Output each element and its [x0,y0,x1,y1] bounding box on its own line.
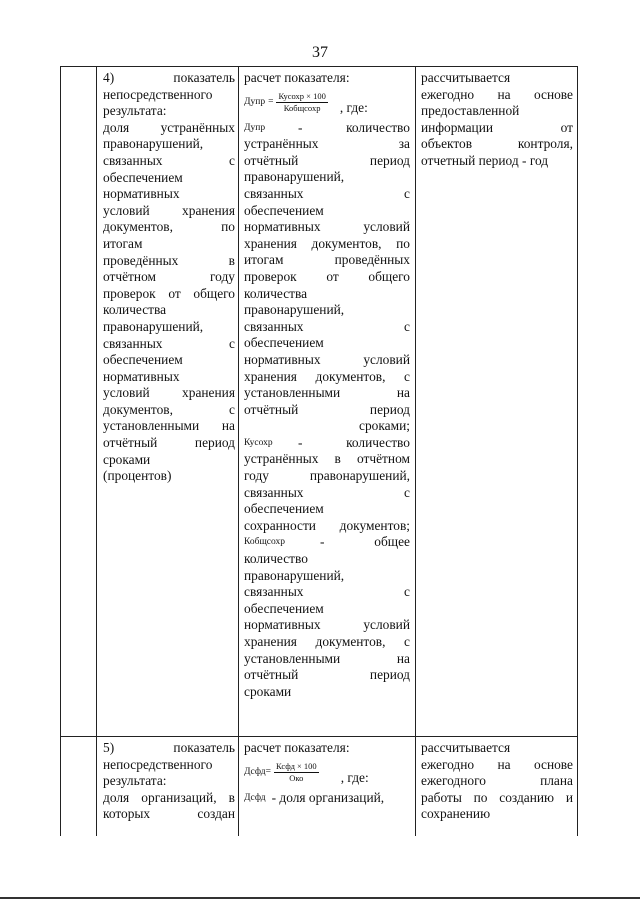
row-divider [60,736,578,737]
equals-sign: = [268,97,274,108]
text-line: результата: [103,773,167,789]
text-line: ежегодного плана [421,773,573,789]
text-line: ежегодно на основе [421,756,573,772]
page-number: 37 [312,44,328,61]
definition-text [320,534,410,551]
text-line: предоставленной [421,103,520,119]
symbol-dupr: Дупр [244,122,266,133]
text-line: связанных с [244,185,410,201]
row5-indicator-cell [103,740,235,823]
text-line: сроками [103,451,151,467]
text-line: обеспечением [244,600,324,616]
text-line: правонарушений, [103,136,204,152]
text-line: документов, по [103,219,235,235]
column-divider-2 [238,66,239,836]
text-line: рассчитывается [421,70,511,85]
definition-kusohr [244,435,410,452]
column-divider-1 [96,66,97,836]
calc-intro: расчет показателя: [244,70,350,85]
calc-intro: расчет показателя: [244,740,350,755]
symbol-dsfd: Дсфд [244,792,266,803]
text-line: нормативных условий [244,617,410,633]
text-line: году правонарушений, [244,468,410,484]
formula-denominator: Кобщсохр [283,103,321,114]
text-line: отчётный период [244,667,410,683]
text-line: связанных с [103,152,235,168]
text-line: 4) показатель [103,70,235,85]
dash-text: - [320,534,325,550]
text-line: связанных с [244,318,410,334]
text-line: сроками [244,683,292,699]
text-line: непосредственного [103,86,213,102]
text-line: обеспечением [244,202,324,218]
table-right-border [577,66,578,836]
text-line: отчётный период [244,152,410,168]
formula-numerator: Ксфд × 100 [275,761,317,772]
row4-indicator-cell [103,70,235,485]
column-divider-3 [415,66,416,836]
text-line: обеспечением [244,501,324,517]
text-line: документов, с [103,401,235,417]
text-line: обеспечением [103,169,183,185]
text-line: проверок от общего [103,285,235,301]
text-line: количества [244,285,308,301]
text-line: сохранению [421,806,491,822]
formula-fraction [276,91,327,114]
page-bottom-rule [0,897,640,899]
text-line: обеспечением [103,352,183,368]
text-line: объектов контроля, [421,136,573,152]
text-line: рассчитывается [421,740,511,755]
formula-suffix: , где: [339,100,368,116]
text-line: нормативных [103,368,180,384]
row5-calculation-cell [244,740,410,806]
text-line: информации от [421,119,573,135]
text-line: устранённых в отчётном [244,451,410,467]
text-line: связанных с [244,584,410,600]
text-line: связанных с [103,335,235,351]
text-line: - доля организаций, [271,789,385,805]
text-line: (процентов) [103,468,172,484]
text-line: работы по созданию и [421,789,573,805]
text-line: нормативных условий [244,351,410,367]
text-line: итогам проведённых [244,252,410,268]
text-line: проверок от общего [244,268,410,284]
formula-numerator: Кусохр × 100 [278,91,326,102]
text-fragment: количество [346,119,410,135]
indicator-table [60,66,578,836]
text-line: 5) показатель [103,740,235,755]
formula-suffix: , где: [340,770,369,786]
symbol-kobshsohr: Кобщсохр [244,537,285,548]
dash-text: - [298,434,303,450]
text-line: которых создан [103,806,235,822]
text-line: условий хранения [103,385,235,401]
text-line: количество [244,551,308,567]
text-line: итогам [103,235,143,251]
row5-method-cell [421,740,573,823]
formula-denominator: Око [289,773,304,784]
formula-fraction [274,761,319,784]
text-line: связанных с [244,484,410,500]
text-line: установленными на [103,418,235,434]
text-line: отчётный период [244,401,410,417]
row4-method-cell [421,70,573,170]
text-line: установленными на [244,650,410,666]
text-line: нормативных [103,186,180,202]
text-line: правонарушений, [103,318,204,334]
symbol-kusohr: Кусохр [244,437,273,448]
text-line: непосредственного [103,756,213,772]
definition-text [298,120,410,137]
text-line: проведённых в [103,252,235,268]
row4-calculation-cell [244,70,410,700]
text-line: сохранности документов; [244,517,410,533]
text-line: результата: [103,103,167,119]
text-fragment: количество [346,434,410,450]
definition-dsfd [244,790,410,807]
text-line: сроками; [359,418,410,434]
text-line: установленными на [244,385,410,401]
formula-dsfd [244,758,410,788]
text-line: хранения документов, с [244,634,410,649]
text-fragment: общее [374,534,410,550]
text-line: доля устранённых [103,119,235,135]
text-line: правонарушений, [244,302,345,318]
formula-name: Дупр [244,97,266,108]
text-line: доля организаций, в [103,789,235,805]
text-line: отчётный период [103,435,235,451]
definition-dupr [244,120,410,137]
text-line: отчётном году [103,269,235,285]
dash-text: - [298,119,303,135]
text-line: хранения документов, с [244,368,410,384]
text-line: правонарушений, [244,169,345,185]
formula-name: Дсфд= [244,767,271,778]
text-line: условий хранения [103,202,235,218]
text-line: отчетный период - год [421,152,549,168]
definition-kobshsohr [244,534,410,551]
text-line: количества [103,302,167,318]
text-line: хранения документов, по [244,235,410,251]
text-line: ежегодно на основе [421,86,573,102]
definition-text [298,435,410,452]
formula-dupr [244,88,410,118]
table-left-border [60,66,61,836]
text-line: нормативных условий [244,219,410,235]
text-line: правонарушений, [244,567,345,583]
text-line: обеспечением [244,335,324,351]
text-line: устранённых за [244,136,410,152]
table-top-border [60,66,578,67]
